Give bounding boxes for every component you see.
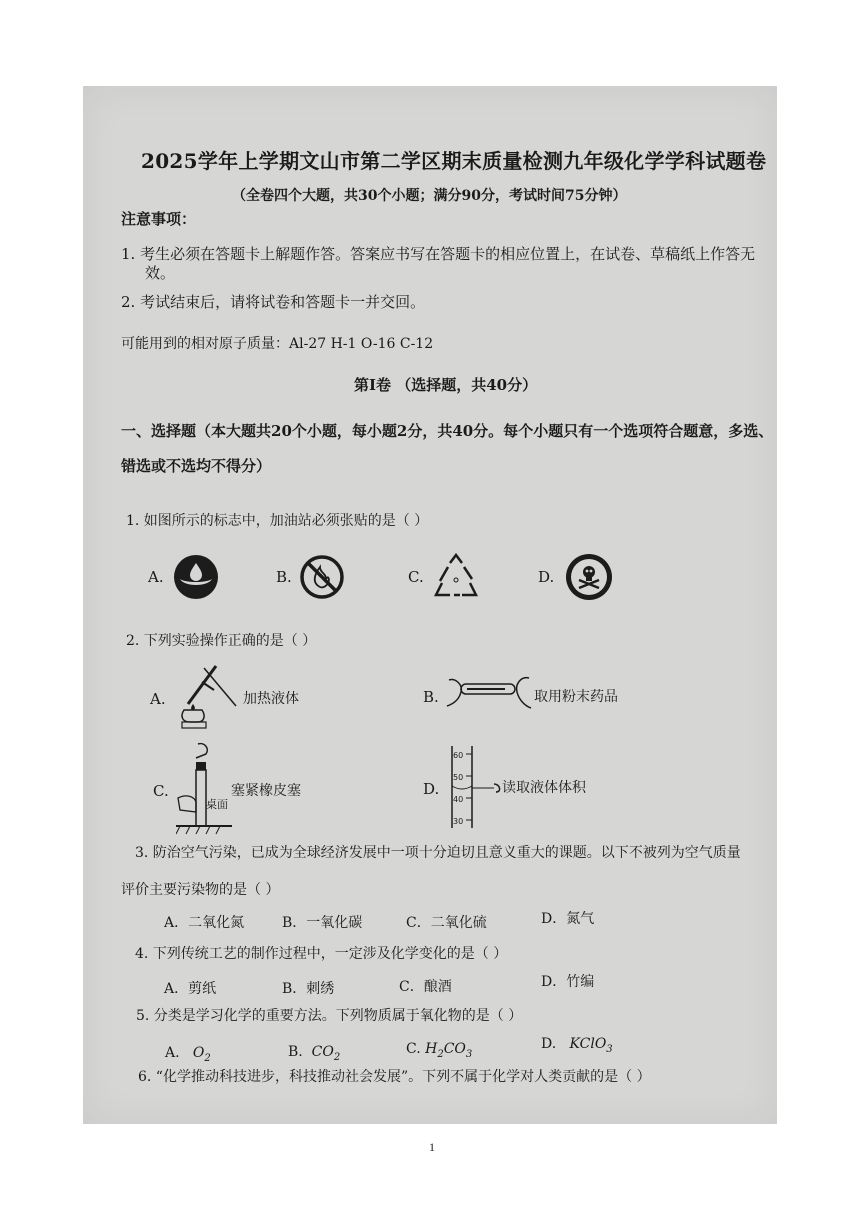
q1-option-b-label: B. (276, 568, 292, 586)
part-1-heading: 一、选择题（本大题共20个小题，每小题2分，共40分。每个小题只有一个选项符合题意，多选、 (121, 422, 774, 440)
q3-stem-cont: 评价主要污染物的是（ ） (121, 882, 280, 898)
q2-option-d-label: D. (423, 780, 440, 798)
q5-option-a (165, 1045, 211, 1064)
q5-option-c-formula-h: H (425, 1041, 438, 1057)
q5-option-c-subscript-1: 2 (437, 1048, 444, 1060)
q5-option-a-label: A. (165, 1045, 180, 1061)
notice-item-1: 1. 考生必须在答题卡上解题作答。答案应书写在答题卡的相应位置上，在试卷、草稿纸上作答无 (121, 245, 756, 263)
notice-item-2: 2. 考试结束后，请将试卷和答题卡一并交回。 (121, 293, 426, 311)
rubber-stopper-illustration (176, 740, 236, 836)
cylinder-tick-60: 60 (453, 751, 464, 760)
recycle-sign-icon (432, 553, 480, 601)
q5-option-b (288, 1044, 340, 1063)
q5-option-d-subscript: 3 (606, 1043, 613, 1055)
exam-subtitle: （全卷四个大题，共30个小题；满分90分，考试时间75分钟） (232, 188, 627, 204)
q6-stem: 6. “化学推动科技进步，科技推动社会发展”。下列不属于化学对人类贡献的是（ ） (138, 1069, 651, 1085)
q4-stem: 4. 下列传统工艺的制作过程中，一定涉及化学变化的是（ ） (135, 946, 508, 962)
water-saving-sign-icon (172, 553, 220, 601)
heating-liquid-illustration (174, 660, 242, 730)
q5-option-b-label: B. (288, 1044, 303, 1060)
part-1-heading-cont: 错选或不选均不得分） (121, 457, 272, 475)
notice-item-1-cont: 效。 (145, 264, 176, 282)
q5-option-b-formula: CO (311, 1044, 334, 1060)
q2-option-c-surface-label: 桌面 (206, 798, 228, 811)
q4-option-b: B．刺绣 (282, 981, 335, 997)
q5-option-a-formula: O (192, 1045, 205, 1061)
q5-option-c-formula-co: CO (443, 1041, 466, 1057)
q2-option-b-label: B. (423, 688, 439, 706)
q2-option-b-text: 取用粉末药品 (534, 689, 618, 705)
cylinder-tick-30: 30 (453, 817, 464, 826)
q5-option-d-formula: KClO (569, 1036, 607, 1052)
cylinder-tick-50: 50 (453, 773, 464, 782)
q4-option-d: D．竹编 (541, 974, 595, 990)
page-number: 1 (429, 1140, 435, 1154)
q1-option-a-label: A. (148, 568, 164, 586)
q3-option-b: B．一氧化碳 (282, 915, 363, 931)
q5-option-c (406, 1041, 472, 1060)
scanned-exam-paper (83, 86, 777, 1124)
notice-heading: 注意事项： (121, 210, 197, 228)
q5-stem: 5. 分类是学习化学的重要方法。下列物质属于氧化物的是（ ） (136, 1008, 523, 1024)
q5-option-c-label: C. (406, 1041, 421, 1057)
q2-option-a-label: A. (150, 690, 166, 708)
atomic-masses: 可能用到的相对原子质量：Al-27 H-1 O-16 C-12 (121, 336, 434, 352)
q3-option-c: C．二氧化硫 (406, 915, 487, 931)
q4-option-a: A．剪纸 (164, 981, 217, 997)
q5-option-c-subscript-2: 3 (465, 1048, 473, 1060)
no-fire-sign-icon (298, 553, 346, 601)
graduated-cylinder-illustration (446, 744, 504, 832)
exam-title: 2025学年上学期文山市第二学区期末质量检测九年级化学学科试题卷 (141, 149, 767, 173)
q3-option-d: D．氮气 (541, 911, 595, 927)
q1-option-c-label: C. (408, 568, 424, 586)
toxic-sign-icon (564, 552, 614, 602)
powder-sampling-illustration (445, 670, 533, 714)
q2-option-d-text: 读取液体体积 (502, 780, 586, 796)
q2-stem: 2. 下列实验操作正确的是（ ） (126, 633, 317, 649)
q1-option-d-label: D. (538, 568, 555, 586)
q1-stem: 1. 如图所示的标志中，加油站必须张贴的是（ ） (126, 513, 429, 529)
volume-title: 第Ⅰ卷 （选择题，共40分） (354, 376, 538, 394)
q5-option-a-subscript: 2 (204, 1052, 211, 1064)
q2-option-c-label: C. (153, 782, 169, 800)
q5-option-d-label: D. (541, 1036, 557, 1052)
q3-stem: 3. 防治空气污染，已成为全球经济发展中一项十分迫切且意义重大的课题。以下不被列为空气质量 (135, 845, 741, 861)
q2-option-c-text: 塞紧橡皮塞 (231, 783, 301, 799)
q2-option-a-text: 加热液体 (243, 691, 299, 707)
q5-option-b-subscript: 2 (333, 1051, 341, 1063)
q3-option-a: A．二氧化氮 (164, 915, 245, 931)
q5-option-d (541, 1036, 613, 1055)
cylinder-tick-40: 40 (453, 795, 464, 804)
q4-option-c: C．酿酒 (399, 979, 452, 995)
